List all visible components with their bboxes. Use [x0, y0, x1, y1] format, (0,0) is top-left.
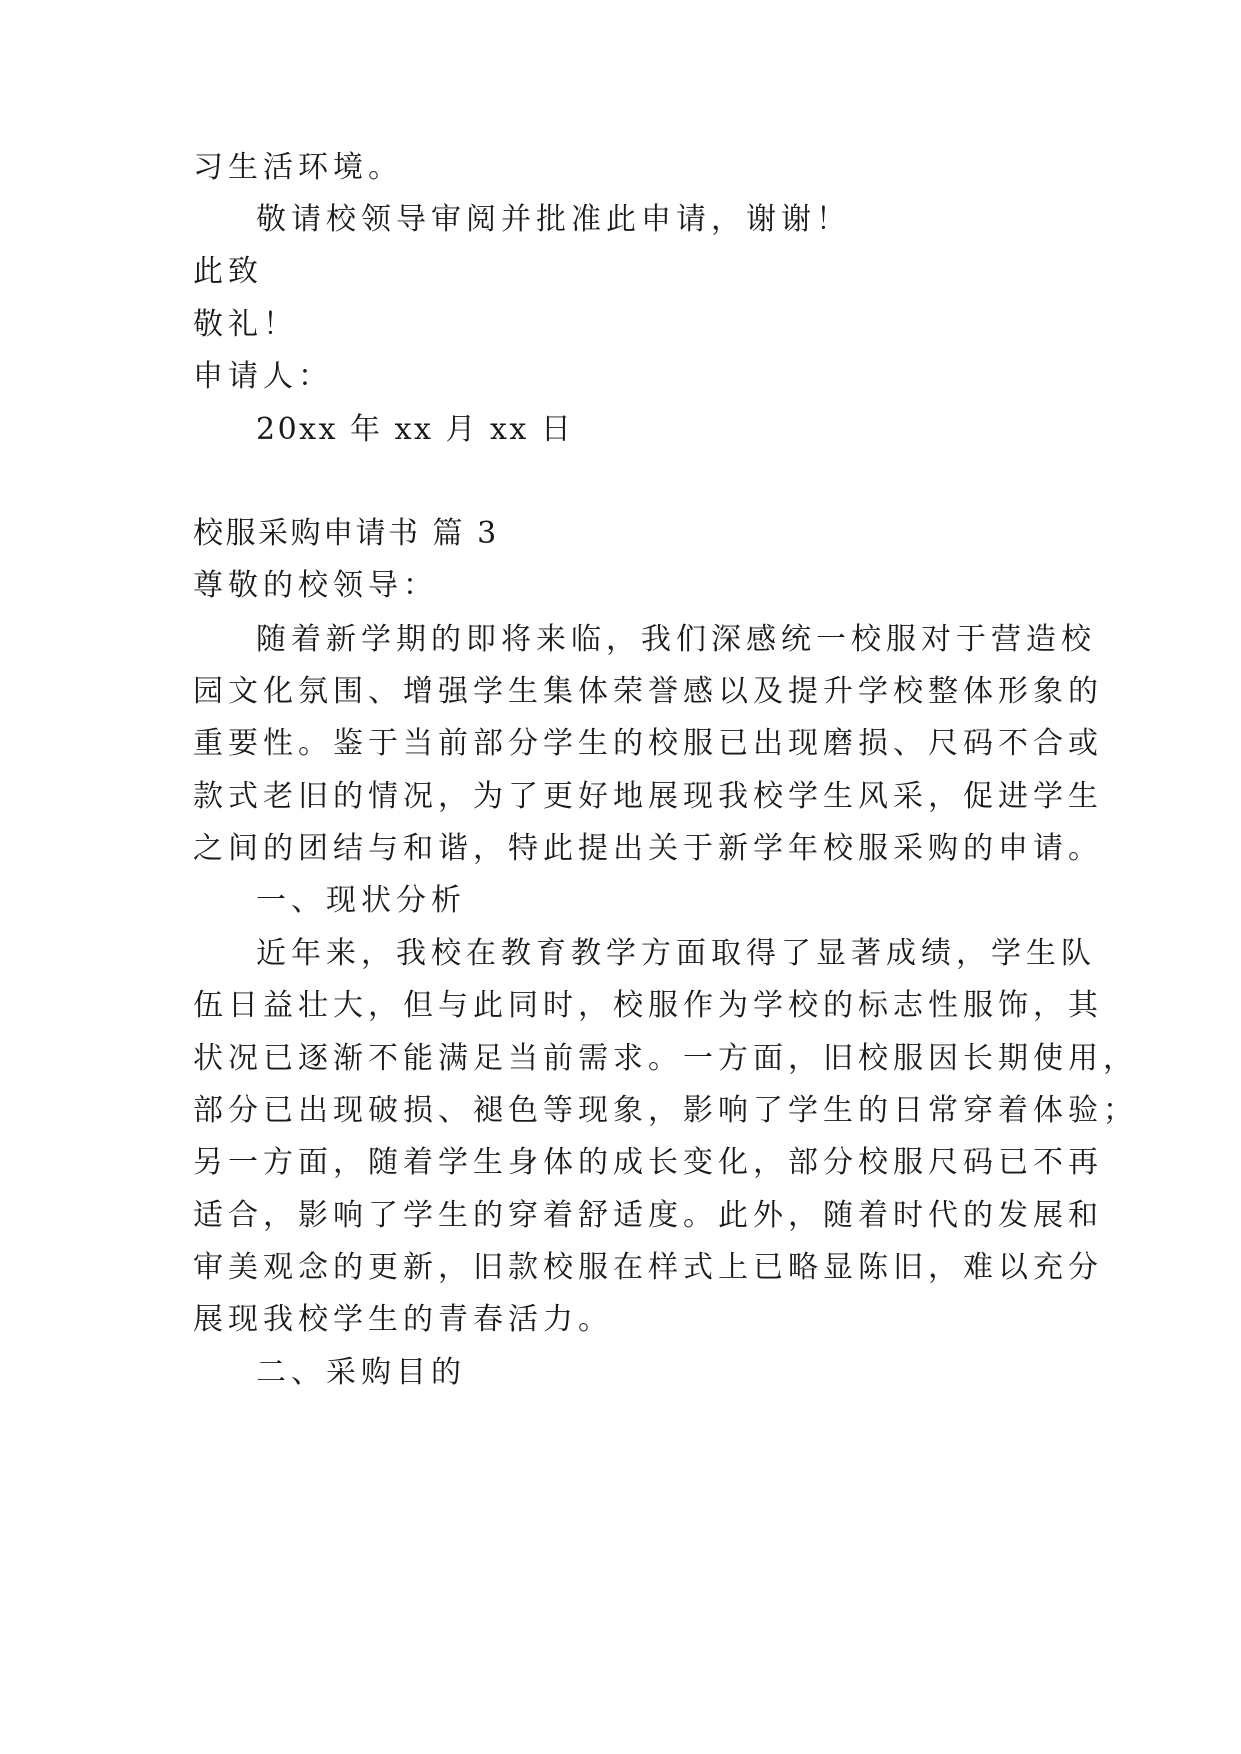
section-title: 校服采购申请书 篇 3	[193, 516, 499, 551]
continued-text-line: 习生活环境。	[193, 150, 403, 185]
intro-line: 园文化氛围、增强学生集体荣誉感以及提升学校整体形象的	[193, 674, 1103, 709]
analysis-line: 状况已逐渐不能满足当前需求。一方面，旧校服因长期使用，	[193, 1041, 1138, 1076]
intro-line: 随着新学期的即将来临，我们深感统一校服对于营造校	[256, 622, 1096, 657]
applicant-label: 申请人：	[193, 359, 333, 394]
closing-request: 敬请校领导审阅并批准此申请，谢谢！	[256, 202, 851, 237]
date-line: 20xx 年 xx 月 xx 日	[256, 412, 574, 447]
analysis-line: 审美观念的更新，旧款校服在样式上已略显陈旧，难以充分	[193, 1250, 1103, 1285]
analysis-line: 适合，影响了学生的穿着舒适度。此外，随着时代的发展和	[193, 1198, 1103, 1233]
intro-line: 款式老旧的情况，为了更好地展现我校学生风采，促进学生	[193, 779, 1103, 814]
heading-status-analysis: 一、现状分析	[256, 883, 466, 918]
intro-line: 重要性。鉴于当前部分学生的校服已出现磨损、尺码不合或	[193, 726, 1103, 761]
greeting: 尊敬的校领导：	[193, 568, 438, 603]
salutation-cizhi: 此致	[193, 254, 263, 289]
analysis-line: 近年来，我校在教育教学方面取得了显著成绩，学生队	[256, 936, 1096, 971]
analysis-line: 另一方面，随着学生身体的成长变化，部分校服尺码已不再	[193, 1145, 1103, 1180]
analysis-line: 伍日益壮大，但与此同时，校服作为学校的标志性服饰，其	[193, 988, 1103, 1023]
analysis-line: 展现我校学生的青春活力。	[193, 1302, 613, 1337]
analysis-line: 部分已出现破损、褪色等现象，影响了学生的日常穿着体验；	[193, 1093, 1138, 1128]
salutation-jingli: 敬礼！	[193, 307, 298, 342]
intro-line: 之间的团结与和谐，特此提出关于新学年校服采购的申请。	[193, 831, 1103, 866]
heading-purchase-purpose: 二、采购目的	[256, 1355, 466, 1390]
